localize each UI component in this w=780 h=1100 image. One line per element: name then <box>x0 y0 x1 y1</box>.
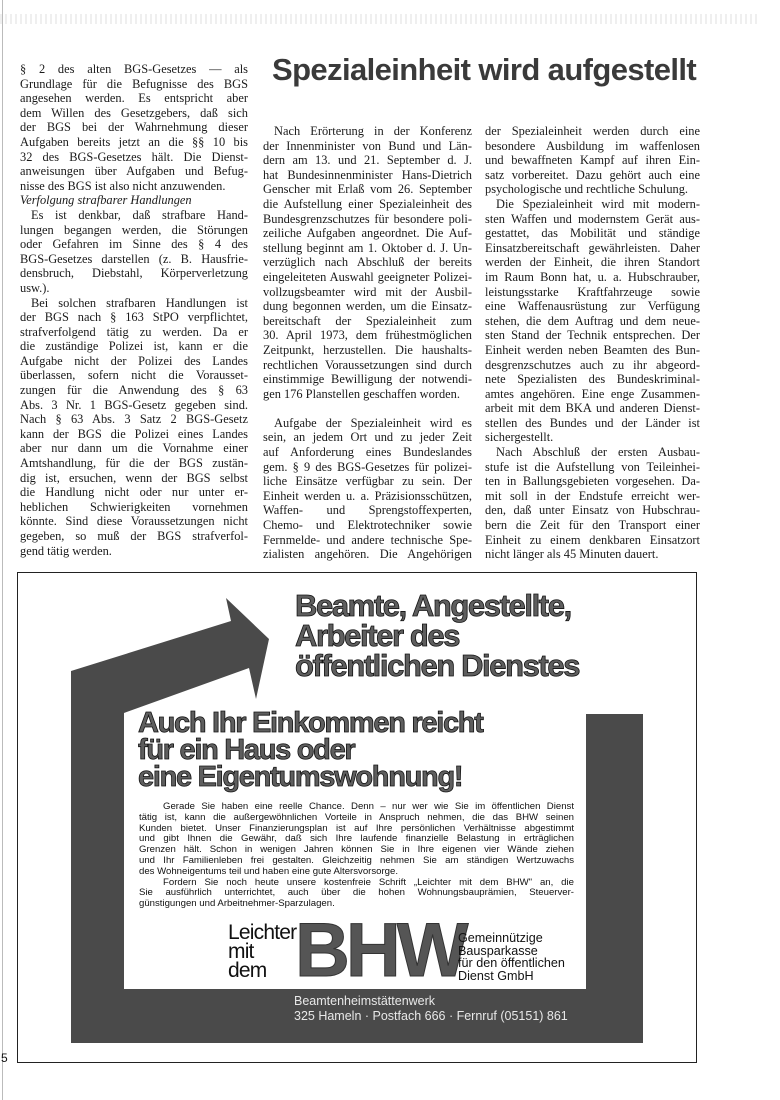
text-line: aber nur dann um die Vornahme einer <box>20 441 248 456</box>
text-line: sichergestellt. <box>485 430 554 445</box>
text-line: den, daß unter Einsatz von Hubschrau- <box>485 503 700 518</box>
bhw-logo: BHW <box>295 908 465 993</box>
text-line: sten Stand der Technik entsprechen. Der <box>485 328 700 343</box>
text-line: satz vorbereitet. Dazu gehört auch eine <box>485 167 700 182</box>
text-line: lungen begangen werden, die Störungen <box>20 222 248 237</box>
text-line: des Wohneigentums teil und haben eine gute Altersvorsorge. <box>139 865 399 877</box>
text-line: einstimmige Bewilligung der notwendi- <box>263 372 472 387</box>
text-line: leistungsstarke Kraftfahrzeuge sowie <box>485 284 700 299</box>
ad-headline-line: öffentlichen Dienstes <box>295 648 580 683</box>
text-line: Grenzen hält. Schon in wenigen Jahren können Sie in Ihre eigenen vier Wände ziehen <box>139 844 574 856</box>
text-line: Fordern Sie noch heute unsere kostenfreie Schrift „Leichter mit dem BHW" an, die <box>163 876 574 888</box>
text-line: usw.). <box>20 280 50 295</box>
text-line: densbruch, Diebstahl, Körperverletzung <box>20 266 248 281</box>
ad-headline-line: Beamte, Angestellte, <box>295 588 571 623</box>
text-line: Einheit werden neben Beamten des Bun- <box>485 342 700 357</box>
text-line: nicht länger als 45 Minuten dauert. <box>485 547 659 562</box>
text-line: zialisten angehören. Die Angehörigen <box>263 547 472 562</box>
text-line: stellen des Bundes und der Länder ist <box>485 415 700 430</box>
text-line: überlassen, sofern nicht die Vorausset- <box>20 368 248 383</box>
text-line: nete Spezialisten des Bundeskriminal- <box>485 372 700 387</box>
text-line: Zeitpunkt, herzustellen. Die haushalts- <box>263 342 472 357</box>
text-line: sein, an jedem Ort und zu jeder Zeit <box>263 430 472 445</box>
text-line: und Ihr Familienleben frei gestalten. Gleichzeitig nehmen Sie am ständigen Wertzuwachs <box>139 854 574 866</box>
address-line: 325 Hameln · Postfach 666 · Fernruf (05151) 861 <box>294 1009 568 1023</box>
company-address <box>294 994 568 1024</box>
text-line: Aufgabe nicht der Polizei des Landes <box>20 353 248 368</box>
company-line: Dienst GmbH <box>458 968 534 983</box>
section-subheading: Verfolgung strafbarer Handlungen <box>20 193 192 208</box>
text-line: mit soll in der Endstufe erreicht wer- <box>485 488 700 503</box>
text-line: dig ist, ersuchen, wenn der BGS selbst <box>20 470 248 485</box>
text-line: dung begonnen werden, um die Einsatz- <box>263 299 472 314</box>
text-line: günstigungen und Arbeitnehmer-Sparzulagen. <box>139 898 335 910</box>
text-line: tätig ist, kann die außergewöhnlichen Vorteile in Anspruch nehmen, die das BHW seinen <box>139 811 574 823</box>
text-line: Bundesgrenzschutzes für besondere poli- <box>263 211 472 226</box>
text-line: amtes angehören. Eine enge Zusammen- <box>485 386 700 401</box>
company-line: Gemeinnützige <box>458 931 543 945</box>
text-line: 30. April 1973, dem frühestmöglichen <box>263 328 472 343</box>
text-line: heblichen Schwierigkeiten vornehmen <box>20 499 248 514</box>
bhw-advertisement <box>17 572 697 1063</box>
text-line: Es ist denkbar, daß strafbare Hand- <box>31 207 248 222</box>
text-line: Nach § 63 Abs. 3 Satz 2 BGS-Gesetz <box>20 412 248 427</box>
page-edge <box>2 0 3 1100</box>
ad-headline-line: Auch Ihr Einkommen reicht <box>138 707 483 739</box>
text-line: anweisungen über Aufgaben und Befug- <box>20 164 248 179</box>
address-line: Beamtenheimstättenwerk <box>294 994 436 1008</box>
text-line: sten Waffen und modernstem Gerät aus- <box>485 211 700 226</box>
ad-headline-line: eine Eigentumswohnung! <box>138 761 463 793</box>
text-line: Abs. 3 Nr. 1 BGS-Gesetz gegeben sind. <box>20 397 248 412</box>
text-line: eingeleiteten Auswahl geeigneter Polizei- <box>263 269 472 284</box>
article-headline: Spezialeinheit wird aufgestellt <box>272 52 697 87</box>
text-line: könnte. Sind diese Voraussetzungen nicht <box>20 514 248 529</box>
text-line: Kunden bietet. Unser Finanzierungsplan ist auf Ihre persönlichen Verhältnisse abgestimmt <box>139 822 574 834</box>
text-line: dem Willen des Gesetzgebers, daß sich <box>20 105 248 120</box>
text-line: Amtshandlung, für die der BGS zustän- <box>20 456 248 471</box>
text-line: gegeben, so muß der BGS strafverfol- <box>20 529 248 543</box>
text-line: Fernmelde- und andere technische Spe- <box>263 532 472 547</box>
text-line: 32 des BGS-Gesetzes hält. Die Dienst- <box>20 149 248 164</box>
text-line: gestattet, das Mobilität und ständige <box>485 226 700 241</box>
ad-headline-secondary <box>138 707 483 793</box>
text-line: die Aufstellung einer Spezialeinheit des <box>263 196 472 211</box>
scan-artifact <box>0 14 760 24</box>
text-line: § 2 des alten BGS-Gesetzes — als <box>20 62 248 76</box>
text-line: Genscher mit Erlaß vom 26. September <box>263 182 472 197</box>
article-column-middle <box>263 124 472 562</box>
text-line: und gibt Ihnen die Gewähr, daß sich Ihre laufende finanzielle Belastung in erträglichen <box>139 833 574 845</box>
text-line: arbeit mit dem BKA und anderen Dienst- <box>485 401 700 416</box>
ad-headline-primary <box>295 588 580 683</box>
text-line: zungen für die Anwendung des § 63 <box>20 383 248 398</box>
text-line: gend tätig werden. <box>20 543 112 558</box>
company-line: Bausparkasse <box>458 943 538 958</box>
text-line: der Innenminister von Bund und Län- <box>263 138 472 153</box>
text-line: Aufgaben bereits jetzt an die §§ 10 bis <box>20 134 248 149</box>
text-line: Aufgabe der Spezialeinheit wird es <box>274 415 472 430</box>
text-line: Nach Erörterung in der Konferenz <box>274 124 472 138</box>
text-line: bern die Zeit für den Transport einer <box>485 518 700 533</box>
article-column-right <box>485 124 700 562</box>
text-line: Die Spezialeinheit wird mit modern- <box>496 196 700 211</box>
text-line: Sie ausführlich unterrichtet, auch über die hohen Wohnungsbauprämien, Steuerver- <box>139 887 574 899</box>
company-name <box>458 932 565 982</box>
text-line: bereitschaft der Spezialeinheit zum <box>263 313 472 328</box>
text-line: Chemo- und Elektrotechniker sowie <box>263 518 472 533</box>
text-line: dern am 13. und 21. September d. J. <box>263 153 472 168</box>
text-line: Grundlage für die Befugnisse des BGS <box>20 76 248 91</box>
slogan-line: dem <box>228 959 267 982</box>
slogan-line: Leichter <box>228 921 297 944</box>
text-line: desgrenzschutzes auch zu ihr abgeord- <box>485 357 700 372</box>
text-line: liche Einsätze verfügbar zu sein. Der <box>263 474 472 489</box>
text-line: Einheit werden u. a. Präzisionsschützen, <box>263 488 472 503</box>
ad-headline-line: Arbeiter des <box>295 618 460 653</box>
text-line: eine Waffenausrüstung zur Verfügung <box>485 299 700 314</box>
article-column-left <box>20 62 248 558</box>
text-line: stellung beginnt am 1. Oktober d. J. Un- <box>263 240 472 255</box>
ad-slogan <box>228 923 296 980</box>
ad-headline-line: für ein Haus oder <box>138 734 355 766</box>
slogan-line: mit <box>228 940 254 963</box>
text-line: gen 176 Planstellen geschaffen worden. <box>263 386 460 401</box>
text-line: psychologische und rechtliche Schulung. <box>485 182 689 197</box>
ad-body-text <box>139 802 574 910</box>
text-line: und bewaffneten Kampf auf ihren Ein- <box>485 153 700 168</box>
text-line: der Spezialeinheit werden durch eine <box>485 124 700 138</box>
page-number: 5 <box>1 1051 8 1065</box>
text-line: im Raum Bonn hat, u. a. Hubschrauber, <box>485 269 700 284</box>
text-line: verzüglich nach Abschluß der bereits <box>263 255 472 270</box>
text-line: stehen, die dem Auftrag und dem neue- <box>485 313 700 328</box>
text-line: kann der BGS die Polizei eines Landes <box>20 426 248 441</box>
text-line: vollzugsbeamter wird mit der Ausbil- <box>263 284 472 299</box>
text-line: die Handlung nicht oder nur unter er- <box>20 485 248 500</box>
text-line: Nach Abschluß der ersten Ausbau- <box>496 445 700 460</box>
text-line: oder Gefahren im Sinne des § 4 des <box>20 237 248 252</box>
text-line: auf Anforderung eines Bundeslandes <box>263 445 472 460</box>
text-line: Gerade Sie haben eine reelle Chance. Denn – nur wer wie Sie im öffentlichen Dienst <box>163 801 574 812</box>
text-line: rechtlichen Voraussetzungen sind durch <box>263 357 472 372</box>
text-line: nisse des BGS ist also nicht anzuwenden. <box>20 178 226 193</box>
paragraph-gap <box>263 401 472 416</box>
company-line: für den öffentlichen <box>458 956 565 970</box>
text-line: ten in Ballungsgebieten vorgesehen. Da- <box>485 474 700 489</box>
text-line: angesehen werden. Es entspricht aber <box>20 91 248 106</box>
text-line: stufe ist die Aufstellung von Teileinhei- <box>485 459 700 474</box>
text-line: der BGS nach § 163 StPO verpflichtet, <box>20 310 248 325</box>
text-line: Einheit zu einem denkbaren Einsatzort <box>485 532 700 547</box>
text-line: Einsatzbereitschaft gewährleisten. Daher <box>485 240 700 255</box>
text-line: der BGS bei der Wahrnehmung dieser <box>20 120 248 135</box>
text-line: Bei solchen strafbaren Handlungen ist <box>31 295 248 310</box>
text-line: BGS-Gesetzes darstellen (z. B. Hausfrie- <box>20 251 248 266</box>
text-line: besondere Ausbildung im waffenlosen <box>485 138 700 153</box>
text-line: Waffen- und Sprengstoffexperten, <box>263 503 472 518</box>
text-line: die zuständige Polizei ist, kann er die <box>20 339 248 354</box>
text-line: hat Bundesinnenminister Hans-Dietrich <box>263 167 472 182</box>
text-line: gem. § 9 des BGS-Gesetzes für polizei- <box>263 459 472 474</box>
text-line: zeiliche Aufgaben angeordnet. Die Auf- <box>263 226 472 241</box>
text-line: werden der Einheit, die ihren Standort <box>485 255 700 270</box>
text-line: strafverfolgend tätig zu werden. Da er <box>20 324 248 339</box>
